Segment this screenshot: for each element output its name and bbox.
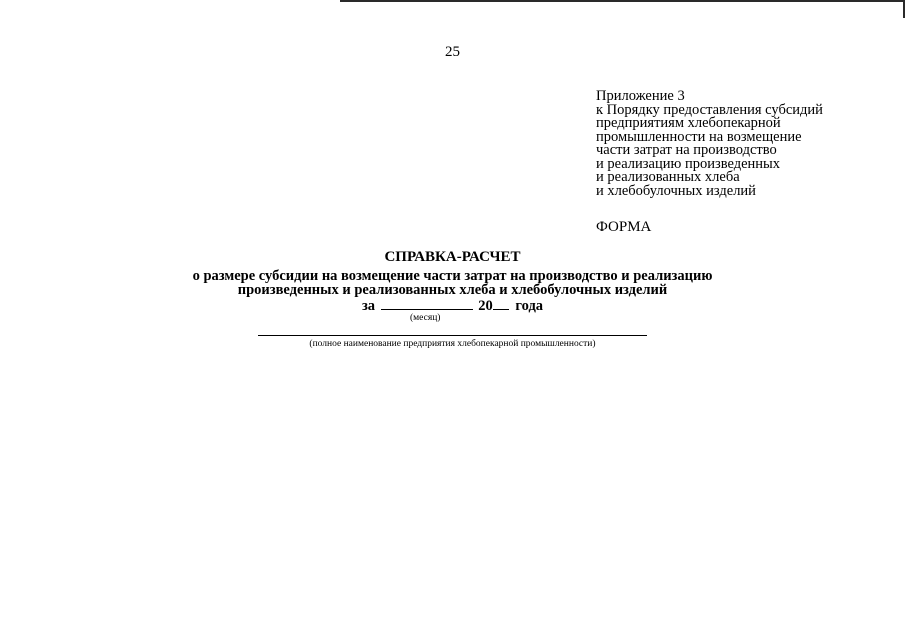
- form-label: ФОРМА: [596, 219, 652, 235]
- appendix-line: предприятиям хлебопекарной: [596, 115, 781, 131]
- period-prefix: за: [361, 298, 376, 314]
- appendix-line: промышленности на возмещение: [596, 128, 802, 145]
- subtitle-line-2: произведенных и реализованных хлеба и хлебобулочных изделий: [237, 282, 668, 298]
- appendix-line: и хлебобулочных изделий: [596, 182, 756, 199]
- subtitle-line-1: о размере субсидии на возмещение части затрат на производство и реализацию: [192, 268, 713, 284]
- appendix-line: и реализацию произведенных: [596, 155, 781, 172]
- year-prefix: 20: [478, 298, 493, 314]
- appendix-line: части затрат на производство: [596, 142, 777, 158]
- document-subtitle: [0, 269, 905, 297]
- scan-edge-top: [340, 0, 905, 2]
- appendix-line: и реализованных хлеба: [596, 169, 740, 185]
- month-caption: (месяц): [410, 313, 441, 323]
- appendix-line: Приложение 3: [596, 88, 685, 104]
- enterprise-caption: (полное наименование предприятия хлебопекарной промышленности): [309, 339, 596, 349]
- page-number: 25: [445, 44, 460, 60]
- document-title: СПРАВКА-РАСЧЕТ: [384, 249, 521, 265]
- period-suffix: года: [515, 298, 544, 314]
- year-blank-field[interactable]: [493, 298, 509, 310]
- period-row: [0, 298, 905, 315]
- month-blank-field[interactable]: [381, 298, 473, 310]
- appendix-block: [596, 90, 896, 198]
- enterprise-name-field[interactable]: [258, 335, 647, 336]
- appendix-line: к Порядку предоставления субсидий: [596, 101, 823, 118]
